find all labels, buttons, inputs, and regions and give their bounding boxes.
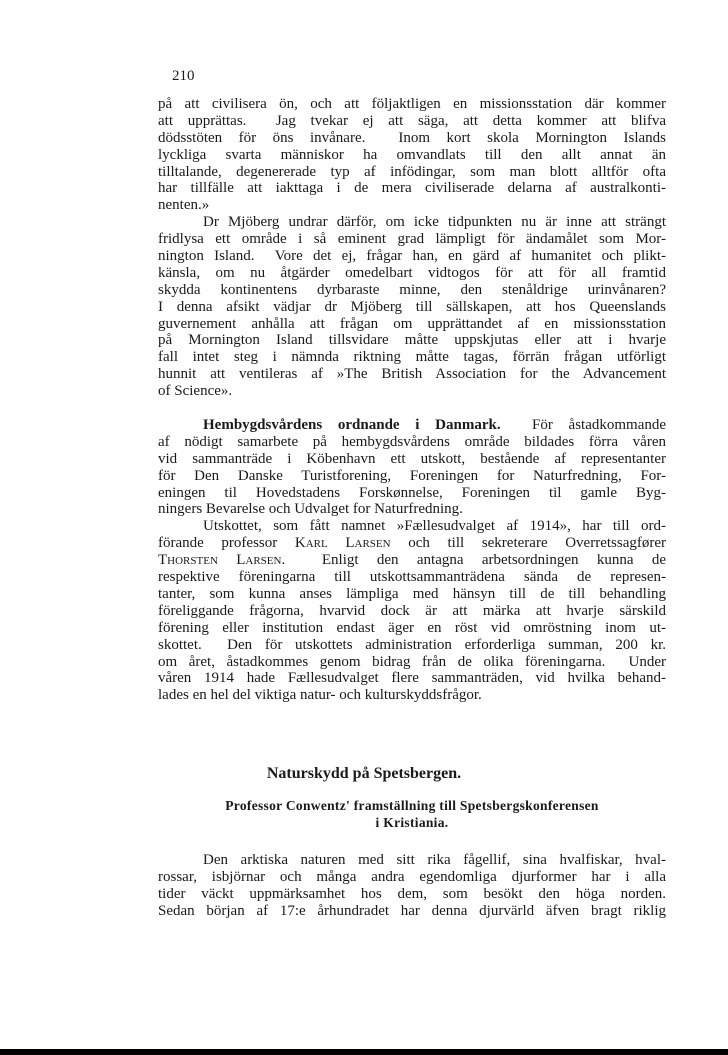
text-line bbox=[158, 265, 666, 282]
text-line bbox=[158, 299, 666, 316]
paragraph bbox=[158, 96, 666, 214]
text-span: vid sammanträde i Köbenhavn ett utskott, bestående af representanter bbox=[158, 450, 666, 467]
text-span: För åstadkommande bbox=[500, 417, 667, 434]
text-span: rossar, isbjörnar och många andra egendomliga djurformer har i alla bbox=[158, 868, 666, 885]
paragraph bbox=[158, 852, 666, 920]
paragraph bbox=[158, 214, 666, 400]
text-line bbox=[158, 586, 666, 603]
text-line bbox=[158, 180, 666, 197]
text-span: lades en hel del viktiga natur- och kulturskyddsfrågor. bbox=[158, 687, 482, 704]
text-line bbox=[158, 434, 666, 451]
text-line bbox=[158, 197, 666, 214]
section-subtitle bbox=[158, 797, 666, 831]
text-span: Den arktiska naturen med sitt rika fågellif, sina hvalfiskar, hval- bbox=[203, 852, 666, 868]
text-line bbox=[158, 569, 666, 586]
text-span: och till sekreterare Overretssagfører bbox=[390, 535, 667, 552]
text-line bbox=[158, 903, 666, 920]
text-span: för Den Danske Turistforening, Foreningen for Naturfredning, For- bbox=[158, 467, 666, 484]
text-span: Utskottet, som fått namnet »Fællesudvalget af 1914», har till ord- bbox=[203, 518, 666, 535]
text-span: ningers Bevarelse och Udvalget for Naturfredning. bbox=[158, 501, 463, 518]
text-line bbox=[158, 113, 666, 130]
text-span: skydda kontinentens dyrbaraste minne, den stenåldrige urinvånaren? bbox=[158, 281, 666, 298]
text-line bbox=[158, 620, 666, 637]
paragraph bbox=[158, 417, 666, 518]
text-line bbox=[158, 316, 666, 333]
scan-bottom-edge bbox=[0, 1049, 728, 1055]
text-span: fridlysa ett område i så eminent grad lämpligt för ändamålet som Mor- bbox=[158, 231, 666, 248]
text-span: Dr Mjöberg undrar därför, om icke tidpunkten nu är inne att strängt bbox=[203, 214, 666, 231]
text-line bbox=[158, 535, 666, 552]
text-line bbox=[158, 366, 666, 383]
text-span: tanter, som kunna anses lämpliga med hänsyn till de till behandling bbox=[158, 585, 666, 602]
inline-heading: Hembygdsvårdens ordnande i Danmark. bbox=[203, 417, 501, 434]
text-span: på Mornington Island tillsvidare måtte uppskjutas eller att i hvarje bbox=[158, 332, 666, 349]
text-span: respektive föreningarna till utskottsammanträdena sända de represen- bbox=[158, 569, 666, 586]
text-line bbox=[158, 282, 666, 299]
text-span: tider väckt uppmärksamhet hos dem, som besökt den höga norden. bbox=[158, 885, 666, 902]
text-line bbox=[158, 670, 666, 687]
person-name: Thorsten Larsen. bbox=[158, 552, 286, 569]
text-span: Sedan början af 17:e århundradet har denna djurvärld äfven bragt riklig bbox=[158, 902, 666, 919]
text-span: of Science». bbox=[158, 383, 233, 400]
text-span: af nödigt samarbete på hembygdsvårdens område bildades förra våren bbox=[158, 433, 666, 450]
page-number: 210 bbox=[172, 68, 195, 84]
text-line bbox=[158, 637, 666, 654]
text-line bbox=[158, 501, 666, 518]
text-span: har tillfälle att iakttaga i de mera civiliserade delarna af australkonti- bbox=[158, 180, 666, 197]
text-span: I denna afsikt vädjar dr Mjöberg till sällskapen, att hos Queenslands bbox=[158, 298, 666, 315]
text-line bbox=[158, 349, 666, 366]
body-text-top bbox=[158, 96, 666, 704]
text-span: förening eller institution endast äger en röst vid omröstning inom ut- bbox=[158, 619, 666, 636]
person-name: Karl Larsen bbox=[294, 535, 391, 552]
text-span: guvernement anhålla att frågan om upprättandet af en missionsstation bbox=[158, 315, 666, 332]
text-span: tilltalande, degenererade typ af infödingar, som man blott alltför ofta bbox=[158, 163, 666, 180]
text-span: fall intet steg i nämnda riktning måtte tagas, förrän frågan utförligt bbox=[158, 349, 666, 366]
text-line bbox=[158, 518, 666, 535]
text-line bbox=[158, 468, 666, 485]
text-line bbox=[158, 164, 666, 181]
text-line bbox=[158, 687, 666, 704]
text-span: skottet. Den för utskottets administration erforderliga summan, 200 kr. bbox=[158, 636, 666, 653]
text-span: våren 1914 hade Fællesudvalget flere sammanträden, vid hvilka behand- bbox=[158, 670, 666, 687]
text-line bbox=[158, 451, 666, 468]
text-span: lyckliga svarta människor ha omvandlats till den allt annat än bbox=[158, 146, 666, 163]
paragraph bbox=[158, 518, 666, 704]
text-line bbox=[158, 96, 666, 113]
text-line bbox=[158, 332, 666, 349]
text-span: nington Island. Vore det ej, frågar han, en gärd af humanitet och plikt- bbox=[158, 248, 666, 265]
text-line bbox=[158, 248, 666, 265]
section-subtitle-line-1: Professor Conwentz' framställning till Spetsbergskonferensen bbox=[225, 798, 599, 813]
text-span: Enligt den antagna arbetsordningen kunna de bbox=[285, 552, 666, 569]
text-line bbox=[158, 552, 666, 569]
body-text-bottom bbox=[158, 852, 666, 920]
text-line bbox=[158, 852, 666, 869]
text-line bbox=[158, 417, 666, 434]
text-line bbox=[158, 603, 666, 620]
text-span: dödsstöten för öns invånare. Inom kort skola Mornington Islands bbox=[158, 129, 666, 146]
text-span: känsla, om nu åtgärder omedelbart vidtogos för att för all framtid bbox=[158, 264, 666, 281]
text-line bbox=[158, 147, 666, 164]
text-line bbox=[158, 383, 666, 400]
text-span: på att civilisera ön, och att följaktligen en missionsstation där kommer bbox=[158, 96, 666, 112]
text-line bbox=[158, 886, 666, 903]
text-span: förande professor bbox=[158, 535, 295, 552]
text-span: eningen til Hovedstadens Forskønnelse, Foreningen til gamle Byg- bbox=[158, 484, 666, 501]
text-line bbox=[158, 869, 666, 886]
text-line bbox=[158, 130, 666, 147]
text-line bbox=[158, 654, 666, 671]
text-span: föreliggande frågorna, hvarvid dock är att märka att hvarje särskild bbox=[158, 602, 666, 619]
section-subtitle-line-2: i Kristiania. bbox=[375, 815, 449, 830]
text-span: nenten.» bbox=[158, 197, 210, 214]
text-span: om året, åstadkommes genom bidrag från de olika föreningarna. Under bbox=[158, 653, 666, 670]
text-line bbox=[158, 485, 666, 502]
text-span: hunnit att ventileras af »The British Association for the Advancement bbox=[158, 366, 666, 383]
text-line bbox=[158, 214, 666, 231]
section-title: Naturskydd på Spetsbergen. bbox=[266, 765, 462, 782]
text-span: att upprättas. Jag tvekar ej att säga, att detta kommer att blifva bbox=[158, 112, 666, 129]
text-line bbox=[158, 231, 666, 248]
